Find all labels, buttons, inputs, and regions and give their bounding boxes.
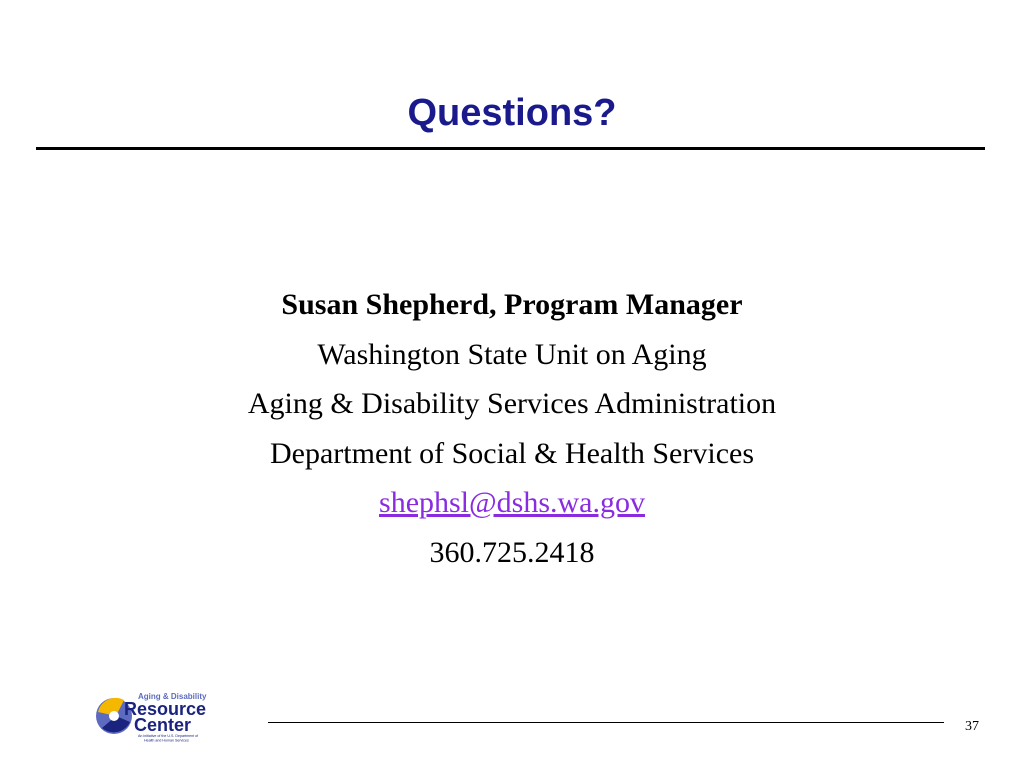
contact-phone: 360.725.2418 [429,535,595,569]
contact-administration: Aging & Disability Services Administration [247,387,777,420]
slide-title: Questions? [407,92,617,134]
page-number: 37 [965,719,979,734]
logo-word-center: Center [134,715,192,735]
footer-divider [268,722,944,723]
contact-block [0,280,1024,577]
logo-tagline-line2: Health and Human Services [144,738,189,743]
logo-word-resource: Resource [124,699,207,719]
resource-center-logo [94,688,234,744]
logo-top-text: Aging & Disability [138,692,207,701]
contact-name-title: Susan Shepherd, Program Manager [281,288,743,321]
title-divider [36,147,985,150]
contact-department: Department of Social & Health Services [269,436,754,470]
contact-unit: Washington State Unit on Aging [317,337,707,371]
contact-email-link[interactable]: shephsl@dshs.wa.gov [379,486,645,519]
logo-tagline-line1: An initiative of the U.S. Department of [138,734,199,738]
resource-center-logo-graphic [94,688,234,744]
